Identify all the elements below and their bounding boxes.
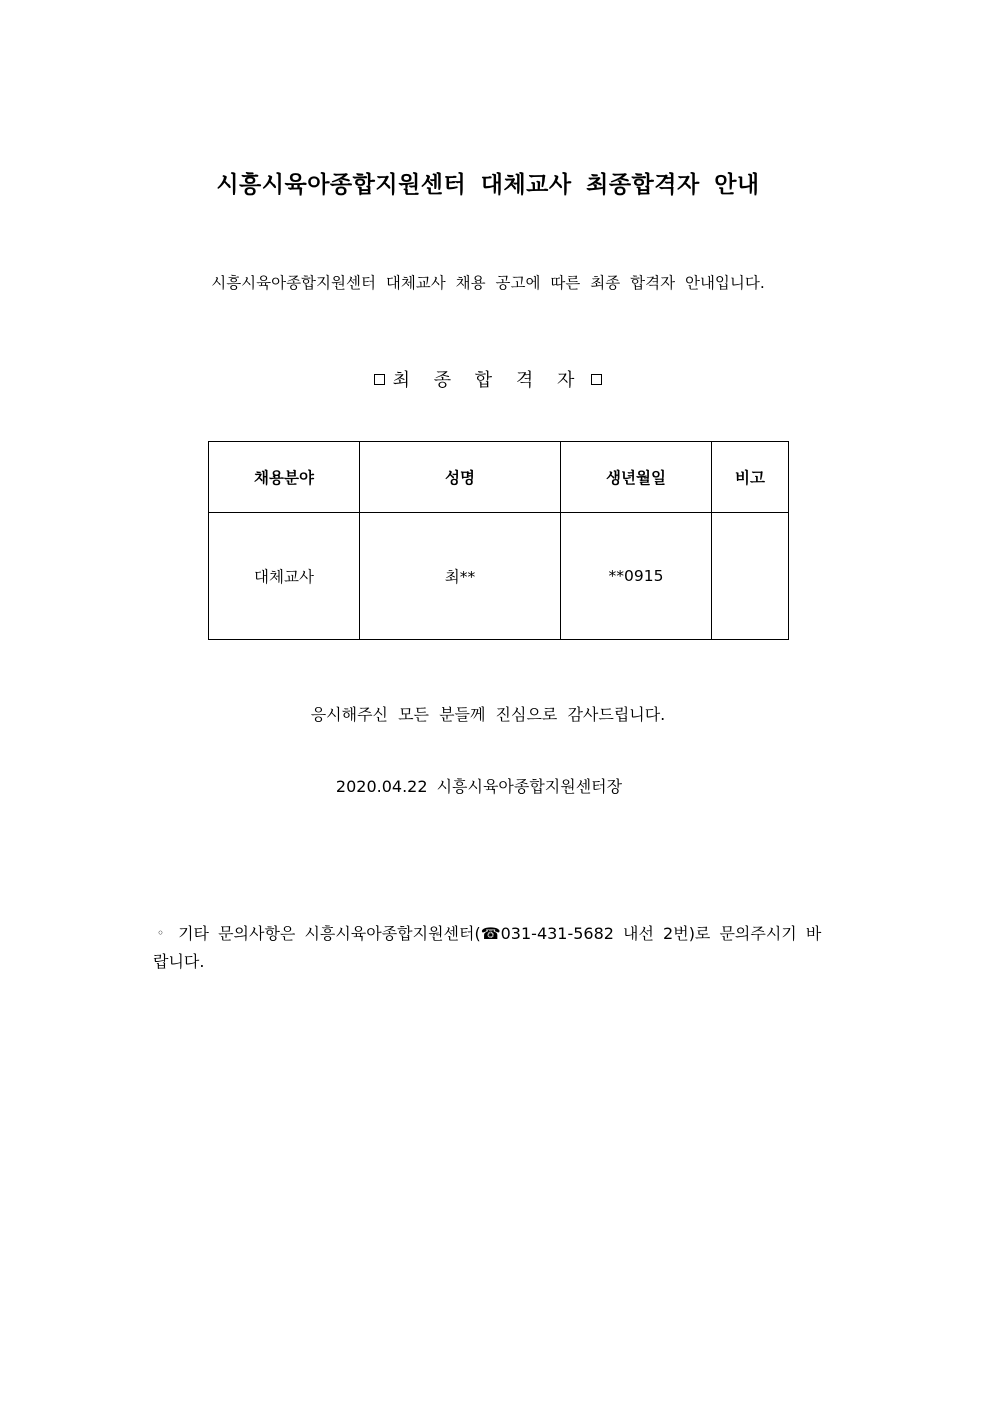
- square-bullet-icon: [591, 374, 602, 385]
- cell-name: 최**: [360, 513, 561, 640]
- cell-birthdate: **0915: [561, 513, 712, 640]
- header-remarks: 비고: [712, 442, 789, 513]
- square-bullet-icon: [374, 374, 385, 385]
- thanks-text: 응시해주신 모든 분들께 진심으로 감사드립니다.: [310, 705, 666, 724]
- final-result-table: [208, 441, 789, 640]
- document-title: 시흥시육아종합지원센터 대체교사 최종합격자 안내: [216, 172, 760, 198]
- intro-text: 시흥시육아종합지원센터 대체교사 채용 공고에 따른 최종 합격자 안내입니다.: [211, 274, 765, 292]
- header-name: 성명: [360, 442, 561, 513]
- section-heading: [0, 366, 976, 392]
- header-birthdate: 생년월일: [561, 442, 712, 513]
- section-heading-text: 최 종 합 격 자: [392, 370, 584, 391]
- cell-field: 대체교사: [209, 513, 360, 640]
- table-row: [209, 513, 789, 640]
- table-header-row: [209, 442, 789, 513]
- header-field: 채용분야: [209, 442, 360, 513]
- circle-bullet-icon: ◦: [157, 926, 165, 940]
- footer-note-text: 기타 문의사항은 시흥시육아종합지원센터(☎031-431-5682 내선 2번)로 문의주시기 바랍니다.: [153, 924, 822, 971]
- cell-remarks: [712, 513, 789, 640]
- footer-note: [153, 919, 833, 976]
- date-signature: 2020.04.22 시흥시육아종합지원센터장: [335, 777, 623, 796]
